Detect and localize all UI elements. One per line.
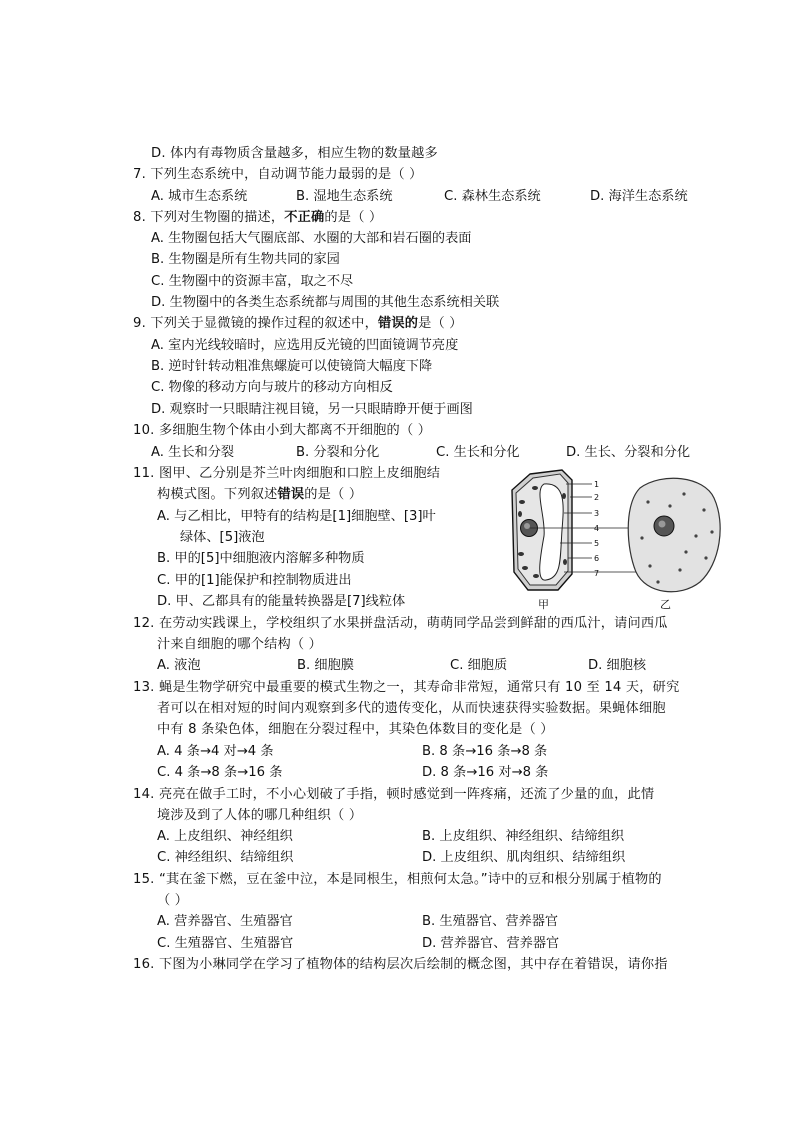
q7-option-d: D. 海洋生态系统 — [590, 189, 688, 204]
q11-option-b: B. 甲的[5]中细胞液内溶解多种物质 — [157, 551, 365, 566]
q14-stem-line2: 境涉及到了人体的哪几种组织（ ） — [157, 808, 363, 823]
q9-option-a: A. 室内光线较暗时，应选用反光镜的凹面镜调节亮度 — [151, 338, 459, 353]
q13-option-c: C. 4 条→8 条→16 条 — [157, 765, 283, 780]
fig-number-6: 6 — [594, 554, 600, 563]
plant-cell-diagram — [512, 470, 572, 590]
fig-label-yi: 乙 — [660, 598, 671, 611]
q13-stem-line2: 者可以在相对短的时间内观察到多代的遗传变化，从而快速获得实验数据。果蝇体细胞 — [157, 701, 666, 716]
q10-option-d: D. 生长、分裂和分化 — [566, 445, 691, 460]
q16-stem-line1: 16. 下图为小琳同学在学习了植物体的结构层次后绘制的概念图，其中存在着错误，请你指 — [133, 957, 668, 972]
q11-option-d: D. 甲、乙都具有的能量转换器是[7]线粒体 — [157, 594, 406, 609]
q12-stem-line2: 汁来自细胞的哪个结构（ ） — [157, 637, 323, 652]
q8-option-c: C. 生物圈中的资源丰富，取之不尽 — [151, 274, 354, 289]
q11-option-a: A. 与乙相比，甲特有的结构是[1]细胞壁、[3]叶 — [157, 509, 436, 524]
q9-option-d: D. 观察时一只眼睛注视目镜，另一只眼睛睁开便于画图 — [151, 402, 473, 417]
q7-option-a: A. 城市生态系统 — [151, 189, 248, 204]
q15-option-c: C. 生殖器官、生殖器官 — [157, 936, 294, 951]
q12-option-d: D. 细胞核 — [588, 658, 647, 673]
q7-option-b: B. 湿地生态系统 — [296, 189, 393, 204]
cell-structure-figure — [500, 466, 730, 616]
q6-option-d: D. 体内有毒物质含量越多，相应生物的数量越多 — [151, 146, 438, 161]
q11-stem-line2: 构模式图。下列叙述错误的是（ ） — [157, 487, 363, 502]
q14-stem-line1: 14. 亮亮在做手工时，不小心划破了手指，顿时感觉到一阵疼痛，还流了少量的血，此情 — [133, 787, 655, 802]
q12-option-a: A. 液泡 — [157, 658, 201, 673]
q12-option-b: B. 细胞膜 — [297, 658, 354, 673]
fig-number-4: 4 — [594, 524, 600, 533]
q14-option-c: C. 神经组织、结缔组织 — [157, 850, 294, 865]
q15-stem-line1: 15. “萁在釜下燃，豆在釜中泣，本是同根生，相煎何太急。”诗中的豆和根分别属于植物的 — [133, 872, 662, 887]
q10-option-b: B. 分裂和分化 — [296, 445, 380, 460]
q13-stem-line1: 13. 蝇是生物学研究中最重要的模式生物之一，其寿命非常短，通常只有 10 至 14 天，研究 — [133, 680, 680, 695]
q12-stem-line1: 12. 在劳动实践课上，学校组织了水果拼盘活动，萌萌同学品尝到鲜甜的西瓜汁，请问西瓜 — [133, 616, 668, 631]
q13-stem-line3: 中有 8 条染色体，细胞在分裂过程中，其染色体数目的变化是（ ） — [157, 722, 554, 737]
q15-option-d: D. 营养器官、营养器官 — [422, 936, 560, 951]
q13-option-a: A. 4 条→4 对→4 条 — [157, 744, 274, 759]
q13-option-b: B. 8 条→16 条→8 条 — [422, 744, 548, 759]
fig-number-3: 3 — [594, 509, 600, 518]
q10-stem: 10. 多细胞生物个体由小到大都离不开细胞的（ ） — [133, 423, 432, 438]
fig-label-jia: 甲 — [538, 598, 549, 611]
q8-option-a: A. 生物圈包括大气圈底部、水圈的大部和岩石圈的表面 — [151, 231, 472, 246]
q15-stem-line2: （ ） — [157, 893, 189, 908]
fig-number-5: 5 — [594, 539, 600, 548]
fig-number-2: 2 — [594, 493, 600, 502]
q8-option-d: D. 生物圈中的各类生态系统都与周围的其他生态系统相关联 — [151, 295, 500, 310]
q14-option-d: D. 上皮组织、肌肉组织、结缔组织 — [422, 850, 626, 865]
q13-option-d: D. 8 条→16 对→8 条 — [422, 765, 549, 780]
q10-option-c: C. 生长和分化 — [436, 445, 520, 460]
fig-number-1: 1 — [594, 480, 600, 489]
q9-option-c: C. 物像的移动方向与玻片的移动方向相反 — [151, 380, 393, 395]
q9-option-b: B. 逆时针转动粗准焦螺旋可以使镜筒大幅度下降 — [151, 359, 433, 374]
q9-stem: 9. 下列关于显微镜的操作过程的叙述中，错误的是（ ） — [133, 316, 463, 331]
q15-option-a: A. 营养器官、生殖器官 — [157, 914, 293, 929]
q8-option-b: B. 生物圈是所有生物共同的家园 — [151, 252, 340, 267]
q11-stem-line1: 11. 图甲、乙分别是芥兰叶肉细胞和口腔上皮细胞结 — [133, 466, 441, 481]
q11-option-a-cont: 绿体、[5]液泡 — [180, 530, 265, 545]
q11-option-c: C. 甲的[1]能保护和控制物质进出 — [157, 573, 352, 588]
q15-option-b: B. 生殖器官、营养器官 — [422, 914, 559, 929]
q8-stem: 8. 下列对生物圈的描述，不正确的是（ ） — [133, 210, 383, 225]
q12-option-c: C. 细胞质 — [450, 658, 508, 673]
q14-option-a: A. 上皮组织、神经组织 — [157, 829, 293, 844]
fig-number-7: 7 — [594, 569, 600, 578]
animal-cell-diagram — [628, 478, 720, 591]
q7-option-c: C. 森林生态系统 — [444, 189, 541, 204]
q7-stem: 7. 下列生态系统中，自动调节能力最弱的是（ ） — [133, 167, 423, 182]
q14-option-b: B. 上皮组织、神经组织、结缔组织 — [422, 829, 625, 844]
q10-option-a: A. 生长和分裂 — [151, 445, 235, 460]
